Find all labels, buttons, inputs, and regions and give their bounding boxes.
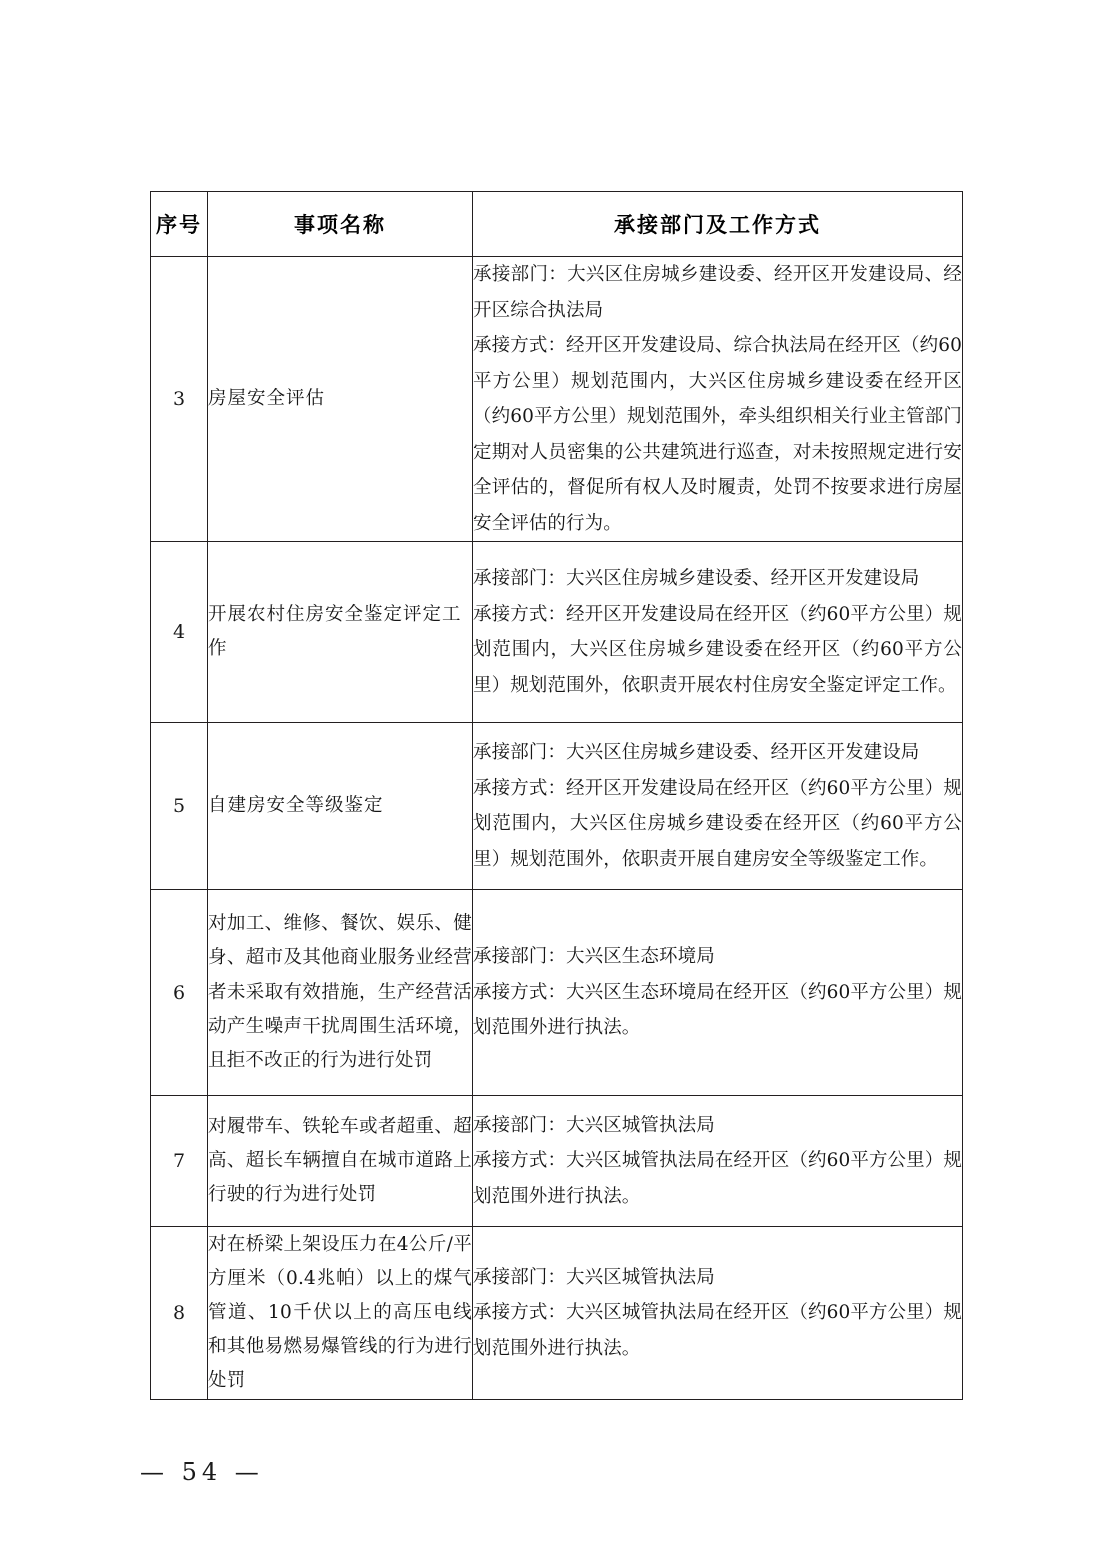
- method-line: 承接方式：经开区开发建设局在经开区（约60平方公里）规划范围内，大兴区住房城乡建设委在经开区（约60平方公里）规划范围外，依职责开展农村住房安全鉴定评定工作。: [473, 603, 962, 696]
- table-row: [151, 723, 963, 890]
- row-department-method: [473, 890, 963, 1096]
- row-item-name: 对加工、维修、餐饮、娱乐、健身、超市及其他商业服务业经营者未采取有效措施，生产经营活动产生噪声干扰周围生活环境，且拒不改正的行为进行处罚: [208, 890, 473, 1096]
- row-sequence-number: 6: [151, 890, 208, 1096]
- row-sequence-number: 4: [151, 542, 208, 723]
- row-department-method: [473, 257, 963, 542]
- column-header-item-name: 事项名称: [208, 192, 473, 257]
- row-item-name: 开展农村住房安全鉴定评定工作: [208, 542, 473, 723]
- department-line: 承接部门：大兴区生态环境局: [473, 946, 715, 968]
- row-sequence-number: 7: [151, 1096, 208, 1227]
- table-row: [151, 890, 963, 1096]
- row-sequence-number: 5: [151, 723, 208, 890]
- method-line: 承接方式：经开区开发建设局在经开区（约60平方公里）规划范围内，大兴区住房城乡建设委在经开区（约60平方公里）规划范围外，依职责开展自建房安全等级鉴定工作。: [473, 777, 962, 870]
- department-line: 承接部门：大兴区城管执法局: [473, 1114, 715, 1136]
- row-item-name: 对履带车、铁轮车或者超重、超高、超长车辆擅自在城市道路上行驶的行为进行处罚: [208, 1096, 473, 1227]
- table-row: [151, 1227, 963, 1400]
- row-department-method: [473, 1096, 963, 1227]
- department-line: 承接部门：大兴区住房城乡建设委、经开区开发建设局、经开区综合执法局: [473, 264, 962, 321]
- row-sequence-number: 3: [151, 257, 208, 542]
- department-line: 承接部门：大兴区住房城乡建设委、经开区开发建设局: [473, 742, 920, 764]
- method-line: 承接方式：大兴区城管执法局在经开区（约60平方公里）规划范围外进行执法。: [473, 1150, 962, 1207]
- method-line: 承接方式：大兴区生态环境局在经开区（约60平方公里）规划范围外进行执法。: [473, 981, 962, 1039]
- table-row: [151, 1096, 963, 1227]
- page-number: — 54 —: [140, 1458, 264, 1486]
- row-sequence-number: 8: [151, 1227, 208, 1400]
- department-line: 承接部门：大兴区住房城乡建设委、经开区开发建设局: [473, 568, 920, 590]
- column-header-sequence: 序号: [151, 192, 208, 257]
- table-row: [151, 257, 963, 542]
- column-header-department: 承接部门及工作方式: [473, 192, 963, 257]
- method-line: 承接方式：大兴区城管执法局在经开区（约60平方公里）规划范围外进行执法。: [473, 1302, 962, 1359]
- row-department-method: [473, 1227, 963, 1400]
- responsibility-table: [150, 191, 963, 1400]
- method-line: 承接方式：经开区开发建设局、综合执法局在经开区（约60平方公里）规划范围内，大兴区住房城乡建设委在经开区（约60平方公里）规划范围外，牵头组织相关行业主管部门定期对人员密集的公共建筑进行巡查，对未按照规定进行安全评估的，督促所有权人及时履责，处罚不按要求进行房屋安全评估的行为。: [473, 335, 962, 534]
- table-row: [151, 542, 963, 723]
- row-department-method: [473, 723, 963, 890]
- department-line: 承接部门：大兴区城管执法局: [473, 1266, 715, 1288]
- row-item-name: 自建房安全等级鉴定: [208, 723, 473, 890]
- row-department-method: [473, 542, 963, 723]
- row-item-name: 房屋安全评估: [208, 257, 473, 542]
- table-header-row: [151, 192, 963, 257]
- row-item-name: 对在桥梁上架设压力在4公斤/平方厘米（0.4兆帕）以上的煤气管道、10千伏以上的高压电线和其他易燃易爆管线的行为进行处罚: [208, 1227, 473, 1400]
